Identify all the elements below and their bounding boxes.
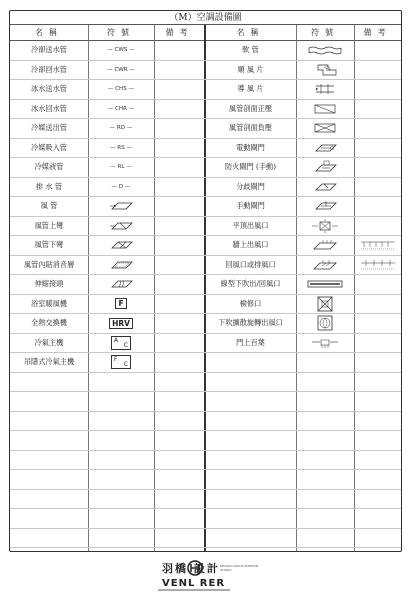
- left-item-remark: [154, 509, 204, 528]
- header-name-left: 名稱: [10, 25, 88, 41]
- legend-row: [10, 275, 401, 295]
- right-item-name: 平頂出風口: [232, 220, 269, 230]
- left-item-symbol: [88, 197, 154, 216]
- left-item-remark: [154, 61, 204, 80]
- left-item-remark: [154, 334, 204, 353]
- legend-row: [10, 41, 401, 61]
- right-item-remark: [354, 100, 401, 119]
- legend-row: [10, 139, 401, 159]
- right-item-symbol: [296, 509, 354, 528]
- left-item-name: [10, 490, 88, 509]
- left-item-remark: [154, 158, 204, 177]
- right-item-symbol: [296, 80, 354, 99]
- legend-row: [10, 451, 401, 471]
- header-remark-right: 備考: [354, 25, 401, 41]
- right-item-name: 電動閘門: [236, 142, 265, 152]
- left-item-remark: [154, 295, 204, 314]
- left-item-name: [10, 509, 88, 528]
- split-damper-icon: [312, 181, 338, 193]
- header-symbol-left: 符號: [88, 25, 154, 41]
- left-item-symbol: [88, 275, 154, 294]
- sheet-title: （M）空調設備圖: [10, 11, 401, 25]
- pipe-line-symbol: — D —: [111, 183, 131, 190]
- equipment-box-symbol: F: [115, 298, 126, 309]
- right-item-name: [205, 470, 296, 489]
- legend-sheet: [9, 10, 402, 552]
- left-item-remark: [154, 41, 204, 60]
- right-item-remark: [354, 334, 401, 353]
- right-item-symbol: [296, 470, 354, 489]
- pipe-line-symbol: — CHS —: [107, 86, 135, 93]
- right-item-name: [205, 490, 296, 509]
- duct-icon: [108, 200, 134, 212]
- logo-tagline: DESIGN GROUP INTERIOR STUDIO: [220, 564, 259, 572]
- right-item-remark: [354, 275, 401, 294]
- legend-row: [10, 80, 401, 100]
- left-item-remark: [154, 80, 204, 99]
- wall-supply-icon: [310, 238, 340, 252]
- left-item-remark: [154, 236, 204, 255]
- left-item-remark: [154, 431, 204, 450]
- legend-row: [10, 314, 401, 334]
- left-item-symbol: [88, 451, 154, 470]
- right-item-remark: [354, 80, 401, 99]
- right-item-name: 回風口或排風口: [225, 259, 276, 269]
- left-item-remark: [154, 256, 204, 275]
- right-item-remark: [354, 295, 401, 314]
- left-item-symbol: [88, 178, 154, 197]
- right-item-name: [205, 373, 296, 392]
- linear-diffuser-icon: [305, 278, 345, 290]
- right-item-remark: [354, 470, 401, 489]
- left-item-name: 冷媒液管: [34, 162, 64, 172]
- left-item-name: 全熱交換機: [31, 318, 67, 328]
- positive-pressure-icon: [312, 103, 338, 115]
- left-item-symbol: [88, 236, 154, 255]
- right-item-remark: [354, 139, 401, 158]
- right-item-symbol: [296, 119, 354, 138]
- left-item-remark: [154, 392, 204, 411]
- pipe-line-symbol: — RL —: [110, 164, 132, 171]
- right-item-symbol: [296, 158, 354, 177]
- right-item-remark: [354, 373, 401, 392]
- ac-symbol-letter: C: [123, 361, 128, 369]
- fire-damper-icon: [312, 160, 338, 174]
- right-item-remark: [354, 451, 401, 470]
- left-item-symbol: [88, 80, 154, 99]
- left-item-remark: [154, 373, 204, 392]
- header-name-right: 名稱: [205, 25, 296, 41]
- ac-symbol-letter: C: [123, 341, 128, 349]
- logo-chinese: 羽橋 設計: [162, 562, 220, 575]
- left-item-symbol: [88, 353, 154, 372]
- ac-unit-symbol: [111, 355, 131, 369]
- left-item-remark: [154, 178, 204, 197]
- right-item-symbol: [296, 334, 354, 353]
- left-item-symbol: [88, 119, 154, 138]
- right-item-name: 線型下吹出/回風口: [220, 279, 281, 289]
- header-symbol-right: 符號: [296, 25, 354, 41]
- left-item-symbol: [88, 100, 154, 119]
- left-item-symbol: [88, 373, 154, 392]
- right-item-symbol: [296, 529, 354, 548]
- right-item-symbol: [296, 61, 354, 80]
- right-item-remark: [354, 509, 401, 528]
- right-item-name: 分歧閘門: [236, 181, 265, 191]
- right-item-name: [205, 412, 296, 431]
- logo-english: VENL RER: [162, 578, 226, 589]
- left-item-remark: [154, 100, 204, 119]
- duct-up-icon: [108, 220, 134, 232]
- legend-row: [10, 392, 401, 412]
- right-item-symbol: [296, 431, 354, 450]
- right-item-name: 門上百葉: [236, 337, 265, 347]
- left-item-remark: [154, 490, 204, 509]
- legend-row: [10, 197, 401, 217]
- left-item-symbol: [88, 61, 154, 80]
- right-item-remark: [354, 41, 401, 60]
- right-item-symbol: [296, 392, 354, 411]
- access-panel-icon: [315, 296, 335, 312]
- legend-rows: [10, 41, 401, 548]
- left-item-name: 冷媒送出管: [31, 123, 67, 133]
- equipment-box-symbol: HRV: [109, 318, 133, 329]
- guide-vane-icon: [312, 82, 338, 96]
- left-item-name: 冷氣主機: [34, 337, 64, 347]
- legend-row: [10, 334, 401, 354]
- pipe-line-symbol: — CWR —: [106, 66, 136, 73]
- right-item-symbol: [296, 178, 354, 197]
- legend-row: [10, 412, 401, 432]
- left-item-symbol: [88, 431, 154, 450]
- left-item-name: 風管上彎: [34, 220, 64, 230]
- legend-row: [10, 529, 401, 549]
- company-logo: [150, 556, 270, 596]
- right-item-name: 風管剖面正壓: [228, 103, 273, 113]
- left-item-symbol: [88, 314, 154, 333]
- negative-pressure-icon: [312, 122, 338, 134]
- right-item-name: 下吹擴散旋轉出風口: [218, 318, 283, 328]
- right-item-name: 風管剖面負壓: [228, 123, 273, 133]
- left-item-symbol: [88, 256, 154, 275]
- right-item-remark: [354, 412, 401, 431]
- left-item-symbol: [88, 509, 154, 528]
- duct-lined-icon: [108, 259, 134, 271]
- legend-row: [10, 431, 401, 451]
- turning-vane-icon: [312, 63, 338, 77]
- right-item-symbol: [296, 236, 354, 255]
- ceiling-diffuser-icon: [310, 219, 340, 233]
- right-item-remark: [354, 353, 401, 372]
- left-item-name: 排 水 管: [35, 181, 63, 191]
- left-item-name: 浴室暖風機: [31, 298, 67, 308]
- right-item-symbol: [296, 41, 354, 60]
- right-item-name: [205, 392, 296, 411]
- left-item-symbol: [88, 412, 154, 431]
- left-item-name: [10, 529, 88, 548]
- legend-row: [10, 100, 401, 120]
- right-item-name: 導 風 片: [237, 84, 264, 94]
- left-item-name: [10, 470, 88, 489]
- left-item-remark: [154, 353, 204, 372]
- swirl-diffuser-icon: [315, 315, 335, 331]
- right-item-remark: [354, 178, 401, 197]
- right-item-remark: [354, 256, 401, 275]
- left-item-name: 冷卻送水管: [31, 45, 67, 55]
- left-item-name: 冰水送水管: [31, 84, 67, 94]
- right-item-symbol: [296, 275, 354, 294]
- ac-symbol-letter: F: [114, 356, 118, 364]
- right-item-name: [205, 431, 296, 450]
- legend-row: [10, 217, 401, 237]
- right-item-remark: [354, 314, 401, 333]
- left-item-symbol: [88, 158, 154, 177]
- right-item-remark: [354, 119, 401, 138]
- left-item-name: 風管下彎: [34, 240, 64, 250]
- legend-row: [10, 295, 401, 315]
- right-item-symbol: [296, 353, 354, 372]
- left-item-symbol: [88, 334, 154, 353]
- right-item-symbol: [296, 139, 354, 158]
- remark-supply-icon: [358, 238, 398, 252]
- remark-return-icon: [358, 258, 398, 272]
- right-item-symbol: [296, 217, 354, 236]
- right-item-symbol: [296, 314, 354, 333]
- left-item-name: 冰水回水管: [31, 103, 67, 113]
- right-item-remark: [354, 217, 401, 236]
- pipe-line-symbol: — RD —: [109, 125, 133, 132]
- pipe-line-symbol: — CWS —: [107, 47, 135, 54]
- legend-row: [10, 236, 401, 256]
- legend-row: [10, 178, 401, 198]
- left-item-symbol: [88, 41, 154, 60]
- header-remark-left: 備考: [154, 25, 205, 41]
- legend-row: [10, 470, 401, 490]
- ac-unit-symbol: [111, 336, 131, 350]
- left-item-remark: [154, 217, 204, 236]
- left-item-name: [10, 412, 88, 431]
- right-item-name: 順 風 片: [237, 64, 264, 74]
- right-item-remark: [354, 490, 401, 509]
- legend-row: [10, 61, 401, 81]
- right-item-remark: [354, 392, 401, 411]
- left-item-name: 風管內貼消音層: [23, 259, 75, 269]
- left-item-name: 冷卻回水管: [31, 64, 67, 74]
- left-item-symbol: [88, 139, 154, 158]
- left-item-name: [10, 451, 88, 470]
- left-item-name: 冷媒吸入管: [31, 142, 67, 152]
- right-item-name: 手動閘門: [236, 201, 265, 211]
- left-item-symbol: [88, 217, 154, 236]
- right-item-remark: [354, 236, 401, 255]
- right-item-name: 軟 管: [242, 45, 259, 55]
- legend-row: [10, 158, 401, 178]
- right-item-symbol: [296, 451, 354, 470]
- flex-duct-icon: [305, 44, 345, 56]
- left-item-remark: [154, 314, 204, 333]
- right-item-symbol: [296, 256, 354, 275]
- return-grille-icon: [310, 258, 340, 272]
- left-item-name: [10, 392, 88, 411]
- manual-damper-icon: [312, 200, 338, 212]
- left-item-symbol: [88, 490, 154, 509]
- ac-symbol-letter: A: [114, 336, 119, 344]
- left-item-remark: [154, 412, 204, 431]
- flex-joint-icon: [108, 278, 134, 290]
- left-item-remark: [154, 139, 204, 158]
- left-item-symbol: [88, 529, 154, 548]
- left-item-symbol: [88, 392, 154, 411]
- legend-row: [10, 353, 401, 373]
- right-item-name: [205, 529, 296, 548]
- pipe-line-symbol: — CHR —: [107, 105, 135, 112]
- right-item-name: 牆上出風口: [232, 240, 269, 250]
- left-item-remark: [154, 275, 204, 294]
- right-item-name: [205, 451, 296, 470]
- right-item-symbol: [296, 490, 354, 509]
- right-item-name: 檢修口: [239, 298, 262, 308]
- legend-row: [10, 256, 401, 276]
- left-item-remark: [154, 529, 204, 548]
- left-item-symbol: [88, 470, 154, 489]
- right-item-name: [205, 353, 296, 372]
- left-item-name: 伸縮接頭: [34, 279, 64, 289]
- pipe-line-symbol: — RS —: [109, 144, 133, 151]
- right-item-name: 防火閘門 (手動): [224, 162, 277, 172]
- duct-down-icon: [108, 239, 134, 251]
- legend-row: [10, 373, 401, 393]
- door-louver-icon: [310, 336, 340, 350]
- right-item-remark: [354, 197, 401, 216]
- left-item-remark: [154, 470, 204, 489]
- motor-damper-icon: [312, 142, 338, 154]
- right-item-symbol: [296, 373, 354, 392]
- right-item-symbol: [296, 412, 354, 431]
- right-item-remark: [354, 529, 401, 548]
- right-item-remark: [354, 158, 401, 177]
- left-item-name: [10, 431, 88, 450]
- left-item-symbol: [88, 295, 154, 314]
- legend-row: [10, 490, 401, 510]
- right-item-remark: [354, 61, 401, 80]
- left-item-remark: [154, 451, 204, 470]
- legend-row: [10, 119, 401, 139]
- legend-row: [10, 509, 401, 529]
- right-item-remark: [354, 431, 401, 450]
- right-item-symbol: [296, 197, 354, 216]
- left-item-remark: [154, 119, 204, 138]
- right-item-name: [205, 509, 296, 528]
- left-item-name: [10, 373, 88, 392]
- left-item-name: 吊隱式冷氣主機: [23, 357, 75, 367]
- left-item-remark: [154, 197, 204, 216]
- left-item-name: 風 管: [40, 201, 58, 211]
- right-item-symbol: [296, 295, 354, 314]
- right-item-symbol: [296, 100, 354, 119]
